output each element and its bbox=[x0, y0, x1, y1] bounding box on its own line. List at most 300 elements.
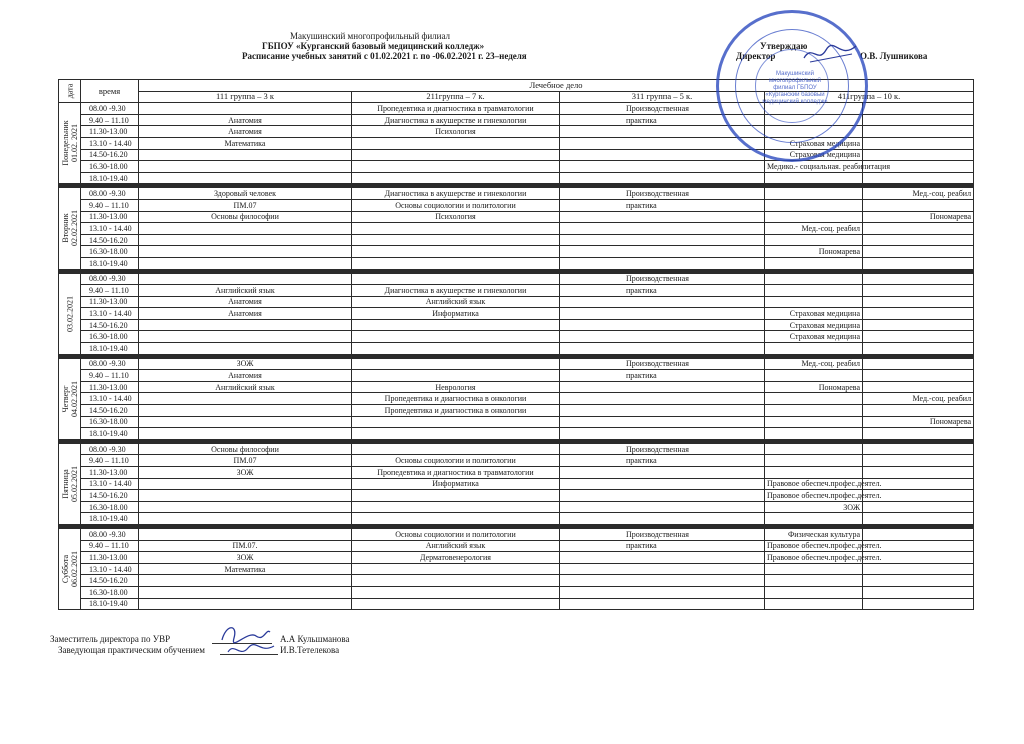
time-slot: 18.10-19.40 bbox=[81, 598, 139, 610]
header-group-311: 311 группа – 5 к. bbox=[560, 91, 765, 103]
lesson-cell-d: Страховая медицина bbox=[765, 137, 863, 149]
lesson-cell-a: ПМ.07 bbox=[139, 455, 352, 467]
time-slot: 08.00 -9.30 bbox=[81, 188, 139, 200]
time-slot: 13.10 - 14.40 bbox=[81, 393, 139, 405]
header-group-111: 111 группа – 3 к bbox=[139, 91, 352, 103]
lesson-cell-e: Пономарева bbox=[863, 416, 974, 428]
official-stamp bbox=[716, 10, 868, 162]
lesson-cell-d: Физическая культура bbox=[765, 528, 863, 540]
lesson-cell-d bbox=[765, 370, 863, 382]
lesson-cell-b bbox=[352, 513, 560, 525]
lesson-cell-a bbox=[139, 331, 352, 343]
lesson-cell-b bbox=[352, 234, 560, 246]
time-slot: 9.40 – 11.10 bbox=[81, 370, 139, 382]
practice-signature bbox=[224, 638, 278, 660]
header-group-211: 211группа – 7 к. bbox=[352, 91, 560, 103]
lesson-cell-c: Производственная bbox=[560, 358, 765, 370]
lesson-cell-c bbox=[560, 393, 765, 405]
lesson-cell-a: ЗОЖ bbox=[139, 467, 352, 479]
lesson-cell-e bbox=[863, 296, 974, 308]
lesson-cell-a: Анатомия bbox=[139, 370, 352, 382]
schedule-row bbox=[59, 405, 974, 417]
lesson-cell-b bbox=[352, 149, 560, 161]
lesson-cell-e: Мед.-соц. реабил bbox=[863, 188, 974, 200]
lesson-cell-a bbox=[139, 257, 352, 269]
time-slot: 08.00 -9.30 bbox=[81, 443, 139, 455]
lesson-cell-a: Анатомия bbox=[139, 114, 352, 126]
schedule-row bbox=[59, 416, 974, 428]
lesson-cell-a bbox=[139, 478, 352, 490]
time-slot: 08.00 -9.30 bbox=[81, 358, 139, 370]
schedule-row bbox=[59, 296, 974, 308]
lesson-cell-c bbox=[560, 381, 765, 393]
time-slot: 14.50-16.20 bbox=[81, 234, 139, 246]
day-label: Пятница 05.02.2021 bbox=[60, 465, 79, 502]
lesson-cell-c bbox=[560, 416, 765, 428]
header-approve: Утверждаю bbox=[760, 41, 808, 51]
lesson-cell-d bbox=[765, 586, 863, 598]
lesson-cell-b: Диагностика в акушерстве и гинекологии bbox=[352, 188, 560, 200]
lesson-cell-a: ЗОЖ bbox=[139, 552, 352, 564]
schedule-row bbox=[59, 172, 974, 184]
lesson-cell-c: Производственная bbox=[560, 188, 765, 200]
time-slot: 11.30-13.00 bbox=[81, 381, 139, 393]
day-label-cell bbox=[59, 358, 81, 439]
lesson-cell-e bbox=[863, 381, 974, 393]
time-slot: 16.30-18.00 bbox=[81, 246, 139, 258]
lesson-cell-b bbox=[352, 358, 560, 370]
footer-practice-name: И.В.Тетелекова bbox=[280, 645, 340, 655]
lesson-cell-b: Основы социологии и политологии bbox=[352, 455, 560, 467]
lesson-cell-b bbox=[352, 575, 560, 587]
schedule-row bbox=[59, 161, 974, 173]
lesson-cell-a bbox=[139, 405, 352, 417]
schedule-row bbox=[59, 501, 974, 513]
lesson-cell-e bbox=[863, 234, 974, 246]
day-label-cell bbox=[59, 103, 81, 184]
time-slot: 9.40 – 11.10 bbox=[81, 455, 139, 467]
lesson-cell-e bbox=[863, 285, 974, 297]
lesson-cell-b: Диагностика в акушерстве и гинекологии bbox=[352, 285, 560, 297]
schedule-row bbox=[59, 478, 974, 490]
schedule-row bbox=[59, 331, 974, 343]
lesson-cell-d bbox=[765, 188, 863, 200]
lesson-cell-a: Английский язык bbox=[139, 381, 352, 393]
lesson-cell-c bbox=[560, 575, 765, 587]
lesson-cell-d bbox=[765, 257, 863, 269]
lesson-cell-c bbox=[560, 257, 765, 269]
lesson-cell-e bbox=[863, 103, 974, 115]
lesson-cell-c: практика bbox=[560, 199, 765, 211]
time-slot: 13.10 - 14.40 bbox=[81, 308, 139, 320]
lesson-cell-c bbox=[560, 501, 765, 513]
schedule-row bbox=[59, 598, 974, 610]
time-slot: 08.00 -9.30 bbox=[81, 528, 139, 540]
schedule-row bbox=[59, 257, 974, 269]
lesson-cell-e bbox=[863, 257, 974, 269]
lesson-cell-d: Страховая медицина bbox=[765, 319, 863, 331]
lesson-cell-a bbox=[139, 161, 352, 173]
schedule-row bbox=[59, 149, 974, 161]
lesson-cell-c bbox=[560, 211, 765, 223]
lesson-cell-b: Основы социологии и политологии bbox=[352, 528, 560, 540]
lesson-cell-b bbox=[352, 161, 560, 173]
time-slot: 13.10 - 14.40 bbox=[81, 478, 139, 490]
lesson-cell-a: Английский язык bbox=[139, 285, 352, 297]
lesson-cell-a bbox=[139, 246, 352, 258]
lesson-cell-d bbox=[765, 199, 863, 211]
lesson-cell-c bbox=[560, 296, 765, 308]
lesson-cell-b: Психология bbox=[352, 211, 560, 223]
lesson-cell-e bbox=[863, 513, 974, 525]
lesson-cell-e bbox=[863, 575, 974, 587]
time-slot: 08.00 -9.30 bbox=[81, 103, 139, 115]
time-slot: 08.00 -9.30 bbox=[81, 273, 139, 285]
schedule-row bbox=[59, 246, 974, 258]
lesson-cell-e bbox=[863, 114, 974, 126]
lesson-cell-e bbox=[863, 563, 974, 575]
lesson-cell-e bbox=[863, 467, 974, 479]
footer-deputy-title: Заместитель директора по УВР bbox=[50, 634, 171, 644]
lesson-cell-c bbox=[560, 478, 765, 490]
time-slot: 14.50-16.20 bbox=[81, 149, 139, 161]
lesson-cell-c: практика bbox=[560, 114, 765, 126]
lesson-cell-a bbox=[139, 586, 352, 598]
lesson-cell-e bbox=[863, 405, 974, 417]
lesson-cell-b bbox=[352, 137, 560, 149]
lesson-cell-c bbox=[560, 598, 765, 610]
lesson-cell-e bbox=[863, 149, 974, 161]
lesson-cell-d bbox=[765, 343, 863, 355]
lesson-cell-b bbox=[352, 223, 560, 235]
schedule-row bbox=[59, 188, 974, 200]
lesson-cell-a: Математика bbox=[139, 137, 352, 149]
schedule-row bbox=[59, 273, 974, 285]
lesson-cell-c bbox=[560, 234, 765, 246]
lesson-cell-a: ПМ.07. bbox=[139, 540, 352, 552]
header-department: Лечебное дело bbox=[139, 80, 974, 92]
lesson-cell-e bbox=[863, 370, 974, 382]
lesson-cell-c bbox=[560, 586, 765, 598]
schedule-row bbox=[59, 575, 974, 587]
lesson-cell-b bbox=[352, 563, 560, 575]
lesson-cell-d bbox=[765, 234, 863, 246]
time-slot: 9.40 – 11.10 bbox=[81, 114, 139, 126]
time-slot: 14.50-16.20 bbox=[81, 405, 139, 417]
lesson-cell-a: Анатомия bbox=[139, 126, 352, 138]
time-slot: 14.50-16.20 bbox=[81, 319, 139, 331]
time-slot: 11.30-13.00 bbox=[81, 211, 139, 223]
lesson-cell-a bbox=[139, 501, 352, 513]
lesson-cell-c bbox=[560, 467, 765, 479]
lesson-cell-c bbox=[560, 319, 765, 331]
lesson-cell-d bbox=[765, 513, 863, 525]
schedule-row bbox=[59, 467, 974, 479]
time-slot: 16.30-18.00 bbox=[81, 416, 139, 428]
lesson-cell-a bbox=[139, 428, 352, 440]
lesson-cell-b: Пропедевтика и диагностика в онкологии bbox=[352, 405, 560, 417]
header-director-name: О.В. Лушникова bbox=[860, 51, 928, 61]
lesson-cell-c bbox=[560, 428, 765, 440]
lesson-cell-d: Медико.- социальная. реабилитация bbox=[765, 161, 863, 173]
lesson-cell-b bbox=[352, 273, 560, 285]
footer-deputy-name: А.А Кульшманова bbox=[280, 634, 350, 644]
lesson-cell-c bbox=[560, 563, 765, 575]
lesson-cell-d: ЗОЖ bbox=[765, 501, 863, 513]
lesson-cell-a bbox=[139, 149, 352, 161]
stamp-text: Макушинский многопрофильный филиал ГБПОУ «Курганский базовый медицинский колледж» bbox=[762, 71, 828, 105]
lesson-cell-e bbox=[863, 358, 974, 370]
lesson-cell-e bbox=[863, 223, 974, 235]
schedule-row bbox=[59, 381, 974, 393]
lesson-cell-a bbox=[139, 172, 352, 184]
lesson-cell-b bbox=[352, 586, 560, 598]
day-label: Вторник 02.02.2021 bbox=[60, 210, 79, 247]
lesson-cell-a bbox=[139, 598, 352, 610]
header-group-411: 411группа – 10 к. bbox=[765, 91, 974, 103]
time-slot: 16.30-18.00 bbox=[81, 161, 139, 173]
lesson-cell-c: практика bbox=[560, 540, 765, 552]
lesson-cell-b bbox=[352, 343, 560, 355]
schedule-row bbox=[59, 285, 974, 297]
lesson-cell-d: Правовое обеспеч.профес.деятел. bbox=[765, 540, 863, 552]
time-slot: 16.30-18.00 bbox=[81, 586, 139, 598]
lesson-cell-c bbox=[560, 343, 765, 355]
time-slot: 18.10-19.40 bbox=[81, 172, 139, 184]
lesson-cell-d bbox=[765, 273, 863, 285]
schedule-row bbox=[59, 211, 974, 223]
schedule-row bbox=[59, 455, 974, 467]
lesson-cell-a bbox=[139, 416, 352, 428]
time-slot: 13.10 - 14.40 bbox=[81, 223, 139, 235]
time-slot: 11.30-13.00 bbox=[81, 296, 139, 308]
lesson-cell-d bbox=[765, 467, 863, 479]
lesson-cell-a bbox=[139, 273, 352, 285]
lesson-cell-c bbox=[560, 513, 765, 525]
time-slot: 9.40 – 11.10 bbox=[81, 540, 139, 552]
lesson-cell-c bbox=[560, 172, 765, 184]
lesson-cell-d: Мед.-соц. реабил bbox=[765, 358, 863, 370]
lesson-cell-b bbox=[352, 257, 560, 269]
lesson-cell-c: практика bbox=[560, 370, 765, 382]
lesson-cell-a bbox=[139, 103, 352, 115]
lesson-cell-b bbox=[352, 598, 560, 610]
time-slot: 11.30-13.00 bbox=[81, 467, 139, 479]
lesson-cell-e: Мед.-соц. реабил bbox=[863, 393, 974, 405]
lesson-cell-b: Информатика bbox=[352, 478, 560, 490]
time-slot: 9.40 – 11.10 bbox=[81, 199, 139, 211]
lesson-cell-e bbox=[863, 199, 974, 211]
lesson-cell-e bbox=[863, 598, 974, 610]
lesson-cell-a: ЗОЖ bbox=[139, 358, 352, 370]
lesson-cell-d bbox=[765, 455, 863, 467]
lesson-cell-b: Дерматовенерология bbox=[352, 552, 560, 564]
lesson-cell-e bbox=[863, 172, 974, 184]
lesson-cell-b: Пропедевтика и диагностика в травматологии bbox=[352, 103, 560, 115]
time-slot: 9.40 – 11.10 bbox=[81, 285, 139, 297]
lesson-cell-a bbox=[139, 319, 352, 331]
time-slot: 13.10 - 14.40 bbox=[81, 563, 139, 575]
time-slot: 18.10-19.40 bbox=[81, 257, 139, 269]
lesson-cell-c bbox=[560, 490, 765, 502]
lesson-cell-e bbox=[863, 246, 974, 258]
lesson-cell-c bbox=[560, 161, 765, 173]
lesson-cell-c bbox=[560, 405, 765, 417]
schedule-row bbox=[59, 513, 974, 525]
lesson-cell-e bbox=[863, 331, 974, 343]
lesson-cell-d: Пономарева bbox=[765, 246, 863, 258]
lesson-cell-d bbox=[765, 443, 863, 455]
schedule-row bbox=[59, 308, 974, 320]
time-slot: 18.10-19.40 bbox=[81, 428, 139, 440]
lesson-cell-a: Основы философии bbox=[139, 443, 352, 455]
schedule-row bbox=[59, 319, 974, 331]
lesson-cell-b bbox=[352, 172, 560, 184]
day-label: Суббота 06.02.2021 bbox=[60, 551, 79, 588]
schedule-row bbox=[59, 540, 974, 552]
lesson-cell-e: Пономарева bbox=[863, 211, 974, 223]
lesson-cell-b bbox=[352, 370, 560, 382]
lesson-cell-c: Производственная bbox=[560, 273, 765, 285]
lesson-cell-b: Информатика bbox=[352, 308, 560, 320]
schedule-row bbox=[59, 552, 974, 564]
schedule-body bbox=[59, 103, 974, 610]
lesson-cell-a bbox=[139, 575, 352, 587]
lesson-cell-b: Основы социологии и политологии bbox=[352, 199, 560, 211]
lesson-cell-d: Мед.-соц. реабил bbox=[765, 223, 863, 235]
header-time-label: время bbox=[81, 80, 139, 103]
header-director: Директор bbox=[736, 51, 776, 61]
lesson-cell-d bbox=[765, 598, 863, 610]
lesson-cell-b: Английский язык bbox=[352, 296, 560, 308]
day-label: Четверг 04.02.2021 bbox=[60, 380, 79, 417]
lesson-cell-b: Психология bbox=[352, 126, 560, 138]
lesson-cell-e bbox=[863, 273, 974, 285]
director-signature bbox=[800, 40, 860, 66]
lesson-cell-e bbox=[863, 528, 974, 540]
lesson-cell-d bbox=[765, 405, 863, 417]
lesson-cell-e bbox=[863, 126, 974, 138]
header-branch: Макушинский многопрофильный филиал bbox=[290, 31, 451, 41]
document-header bbox=[0, 0, 1024, 70]
day-label-cell bbox=[59, 528, 81, 609]
lesson-cell-c: Производственная bbox=[560, 103, 765, 115]
time-slot: 11.30-13.00 bbox=[81, 552, 139, 564]
lesson-cell-c bbox=[560, 246, 765, 258]
header-college: ГБПОУ «Курганский базовый медицинский колледж» bbox=[262, 41, 485, 51]
lesson-cell-c bbox=[560, 223, 765, 235]
time-slot: 16.30-18.00 bbox=[81, 501, 139, 513]
lesson-cell-b bbox=[352, 331, 560, 343]
lesson-cell-d bbox=[765, 211, 863, 223]
lesson-cell-b bbox=[352, 416, 560, 428]
time-slot: 11.30-13.00 bbox=[81, 126, 139, 138]
lesson-cell-c: Производственная bbox=[560, 443, 765, 455]
schedule-table bbox=[58, 79, 974, 610]
lesson-cell-d bbox=[765, 575, 863, 587]
lesson-cell-d bbox=[765, 285, 863, 297]
lesson-cell-a: ПМ.07 bbox=[139, 199, 352, 211]
lesson-cell-a bbox=[139, 393, 352, 405]
lesson-cell-a bbox=[139, 234, 352, 246]
schedule-row bbox=[59, 234, 974, 246]
lesson-cell-c: Производственная bbox=[560, 528, 765, 540]
lesson-cell-b: Английский язык bbox=[352, 540, 560, 552]
schedule-row bbox=[59, 199, 974, 211]
footer-practice-title: Заведующая практическим обучением bbox=[58, 645, 205, 655]
lesson-cell-c bbox=[560, 149, 765, 161]
lesson-cell-d: Правовое обеспеч.профес.деятел. bbox=[765, 490, 863, 502]
lesson-cell-a: Анатомия bbox=[139, 296, 352, 308]
schedule-row bbox=[59, 358, 974, 370]
day-label-cell bbox=[59, 443, 81, 524]
lesson-cell-e bbox=[863, 308, 974, 320]
schedule-row bbox=[59, 443, 974, 455]
lesson-cell-a bbox=[139, 343, 352, 355]
lesson-cell-e bbox=[863, 137, 974, 149]
lesson-cell-a: Здоровый человек bbox=[139, 188, 352, 200]
lesson-cell-c: практика bbox=[560, 455, 765, 467]
lesson-cell-e bbox=[863, 455, 974, 467]
lesson-cell-c: практика bbox=[560, 285, 765, 297]
lesson-cell-e bbox=[863, 443, 974, 455]
lesson-cell-c bbox=[560, 331, 765, 343]
lesson-cell-b bbox=[352, 443, 560, 455]
day-label: 03.02.2021 bbox=[65, 295, 74, 332]
lesson-cell-d bbox=[765, 416, 863, 428]
lesson-cell-d bbox=[765, 563, 863, 575]
lesson-cell-a bbox=[139, 528, 352, 540]
lesson-cell-d: Страховая медицина bbox=[765, 308, 863, 320]
time-slot: 13.10 - 14.40 bbox=[81, 137, 139, 149]
schedule-row bbox=[59, 490, 974, 502]
time-slot: 16.30-18.00 bbox=[81, 331, 139, 343]
lesson-cell-d bbox=[765, 428, 863, 440]
lesson-cell-d: Правовое обеспеч.профес.деятел. bbox=[765, 478, 863, 490]
lesson-cell-b bbox=[352, 428, 560, 440]
header-schedule-title: Расписание учебных занятий с 01.02.2021 г. по -06.02.2021 г. 23–неделя bbox=[242, 51, 527, 61]
schedule-row bbox=[59, 528, 974, 540]
lesson-cell-c bbox=[560, 308, 765, 320]
lesson-cell-b: Пропедевтика и диагностика в травматологии bbox=[352, 467, 560, 479]
lesson-cell-b bbox=[352, 490, 560, 502]
lesson-cell-d bbox=[765, 296, 863, 308]
lesson-cell-e bbox=[863, 586, 974, 598]
day-label-cell bbox=[59, 273, 81, 354]
time-slot: 14.50-16.20 bbox=[81, 490, 139, 502]
schedule-row bbox=[59, 370, 974, 382]
lesson-cell-b: Пропедевтика и диагностика в онкологии bbox=[352, 393, 560, 405]
schedule-row bbox=[59, 393, 974, 405]
lesson-cell-a: Анатомия bbox=[139, 308, 352, 320]
lesson-cell-a bbox=[139, 513, 352, 525]
lesson-cell-b: Диагностика в акушерстве и гинекологии bbox=[352, 114, 560, 126]
lesson-cell-b bbox=[352, 246, 560, 258]
lesson-cell-b bbox=[352, 501, 560, 513]
lesson-cell-b: Неврология bbox=[352, 381, 560, 393]
header-date-cell bbox=[59, 80, 81, 103]
lesson-cell-d: Правовое обеспеч.профес.деятел. bbox=[765, 552, 863, 564]
schedule-row bbox=[59, 563, 974, 575]
schedule-row bbox=[59, 586, 974, 598]
lesson-cell-d: Пономарева bbox=[765, 381, 863, 393]
lesson-cell-a bbox=[139, 490, 352, 502]
schedule-row bbox=[59, 223, 974, 235]
lesson-cell-d: Страховая медицина bbox=[765, 149, 863, 161]
schedule-row bbox=[59, 428, 974, 440]
time-slot: 18.10-19.40 bbox=[81, 513, 139, 525]
lesson-cell-e bbox=[863, 428, 974, 440]
